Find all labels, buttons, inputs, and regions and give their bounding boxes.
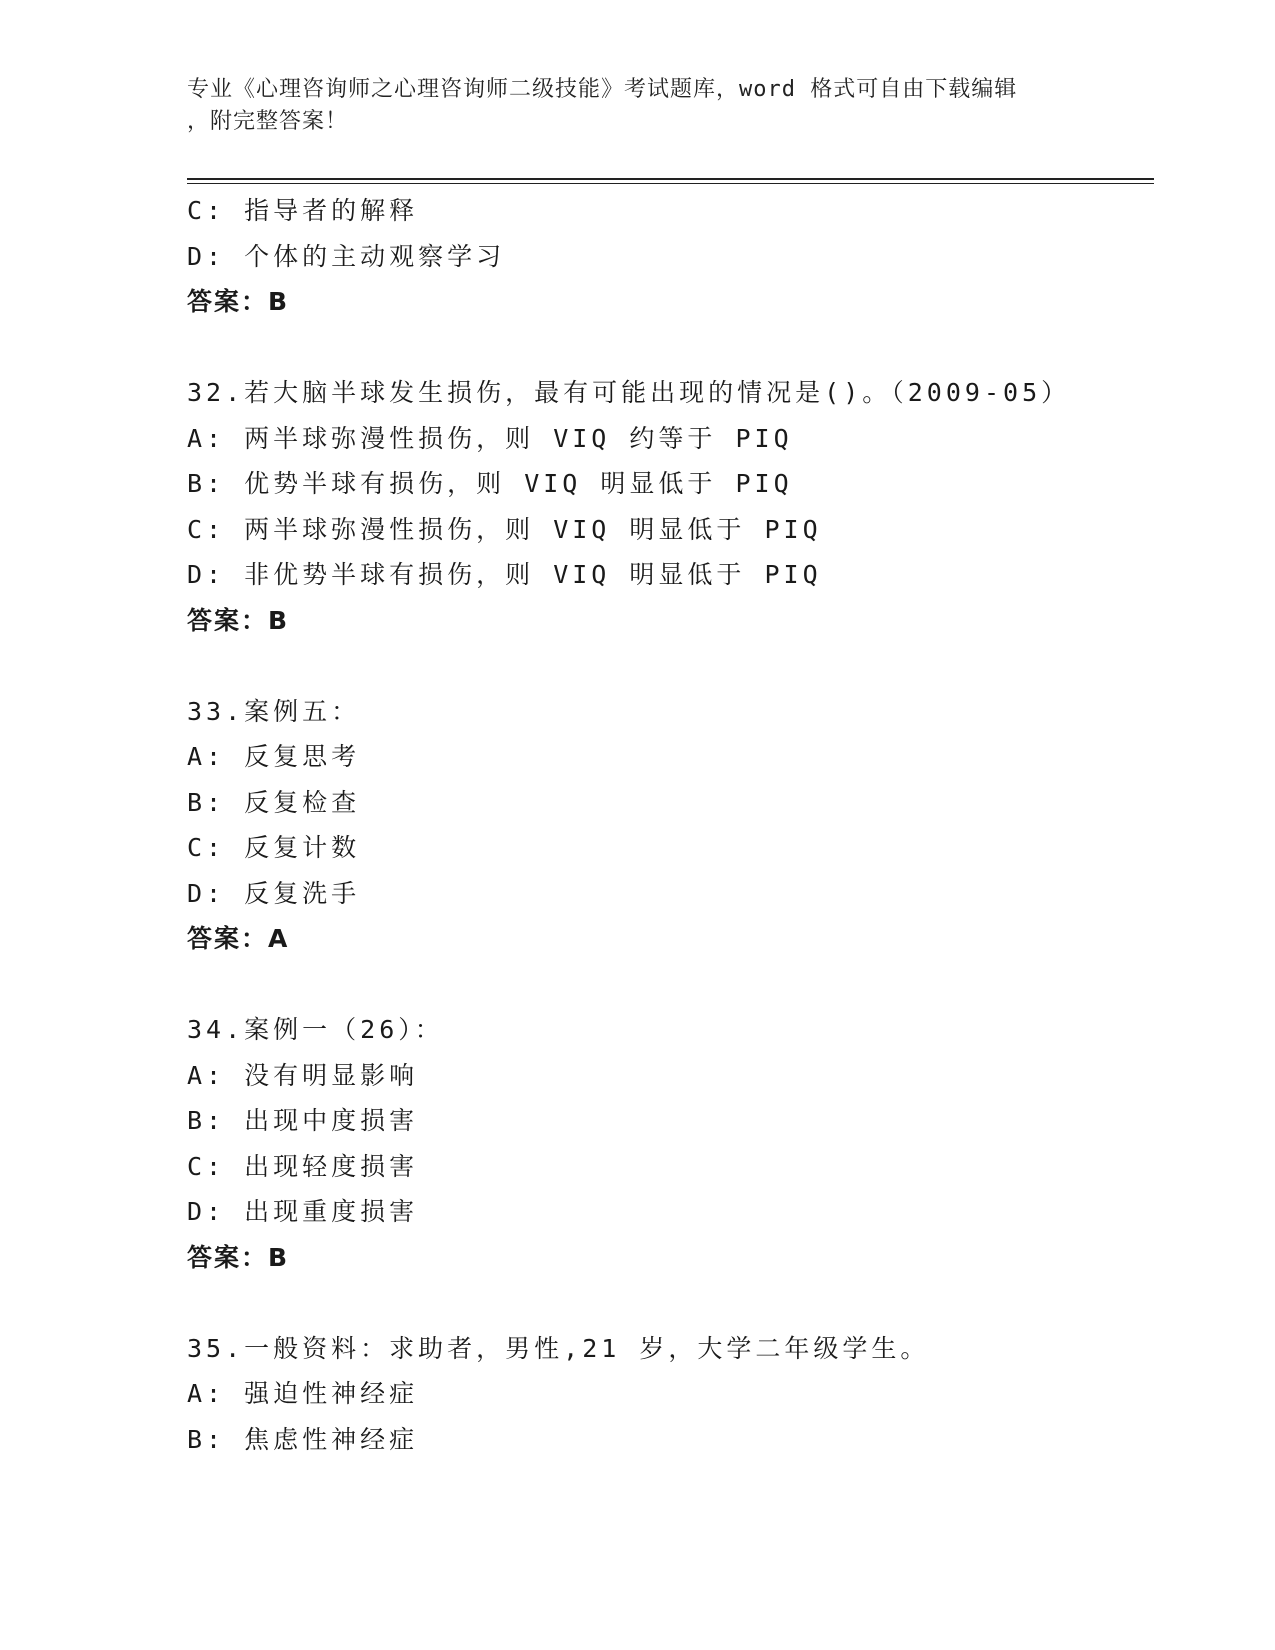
question-32 bbox=[187, 370, 1154, 643]
question-stem: 35.一般资料：求助者，男性,21 岁，大学二年级学生。 bbox=[187, 1333, 930, 1363]
option-b: B: 优势半球有损伤，则 VIQ 明显低于 PIQ bbox=[187, 469, 793, 498]
question-34 bbox=[187, 1007, 1154, 1280]
header-line-1: 专业《心理咨询师之心理咨询师二级技能》考试题库，word 格式可自由下载编辑 bbox=[187, 77, 1018, 102]
option-d: D: 出现重度损害 bbox=[187, 1197, 419, 1226]
question-31 bbox=[187, 188, 1154, 325]
option-d: D: 反复洗手 bbox=[187, 878, 361, 908]
option-b: B: 焦虑性神经症 bbox=[187, 1424, 419, 1454]
header-rule-thin bbox=[187, 183, 1154, 184]
option-c: C: 指导者的解释 bbox=[187, 196, 419, 225]
answer: 答案：B bbox=[187, 287, 290, 316]
option-a: A: 强迫性神经症 bbox=[187, 1379, 419, 1408]
option-a: A: 没有明显影响 bbox=[187, 1060, 419, 1090]
question-stem: 32.若大脑半球发生损伤，最有可能出现的情况是()。（2009-05） bbox=[187, 378, 1071, 407]
header-rule-thick bbox=[187, 178, 1154, 180]
answer: 答案：A bbox=[187, 924, 290, 953]
question-33 bbox=[187, 689, 1154, 962]
document-header bbox=[187, 74, 1087, 138]
option-c: C: 出现轻度损害 bbox=[187, 1151, 419, 1181]
option-c: C: 两半球弥漫性损伤，则 VIQ 明显低于 PIQ bbox=[187, 514, 822, 544]
option-b: B: 出现中度损害 bbox=[187, 1106, 419, 1135]
question-list bbox=[187, 188, 1154, 1462]
answer: 答案：B bbox=[187, 605, 290, 635]
option-d: D: 个体的主动观察学习 bbox=[187, 241, 506, 271]
option-c: C: 反复计数 bbox=[187, 833, 361, 862]
question-35 bbox=[187, 1326, 1154, 1463]
option-d: D: 非优势半球有损伤，则 VIQ 明显低于 PIQ bbox=[187, 560, 822, 589]
answer: 答案：B bbox=[187, 1242, 290, 1272]
option-a: A: 反复思考 bbox=[187, 742, 361, 771]
question-stem: 34.案例一（26）： bbox=[187, 1015, 444, 1044]
option-b: B: 反复检查 bbox=[187, 787, 361, 817]
header-line-2: ，附完整答案！ bbox=[187, 109, 349, 134]
option-a: A: 两半球弥漫性损伤，则 VIQ 约等于 PIQ bbox=[187, 423, 793, 453]
question-stem: 33.案例五： bbox=[187, 696, 361, 726]
